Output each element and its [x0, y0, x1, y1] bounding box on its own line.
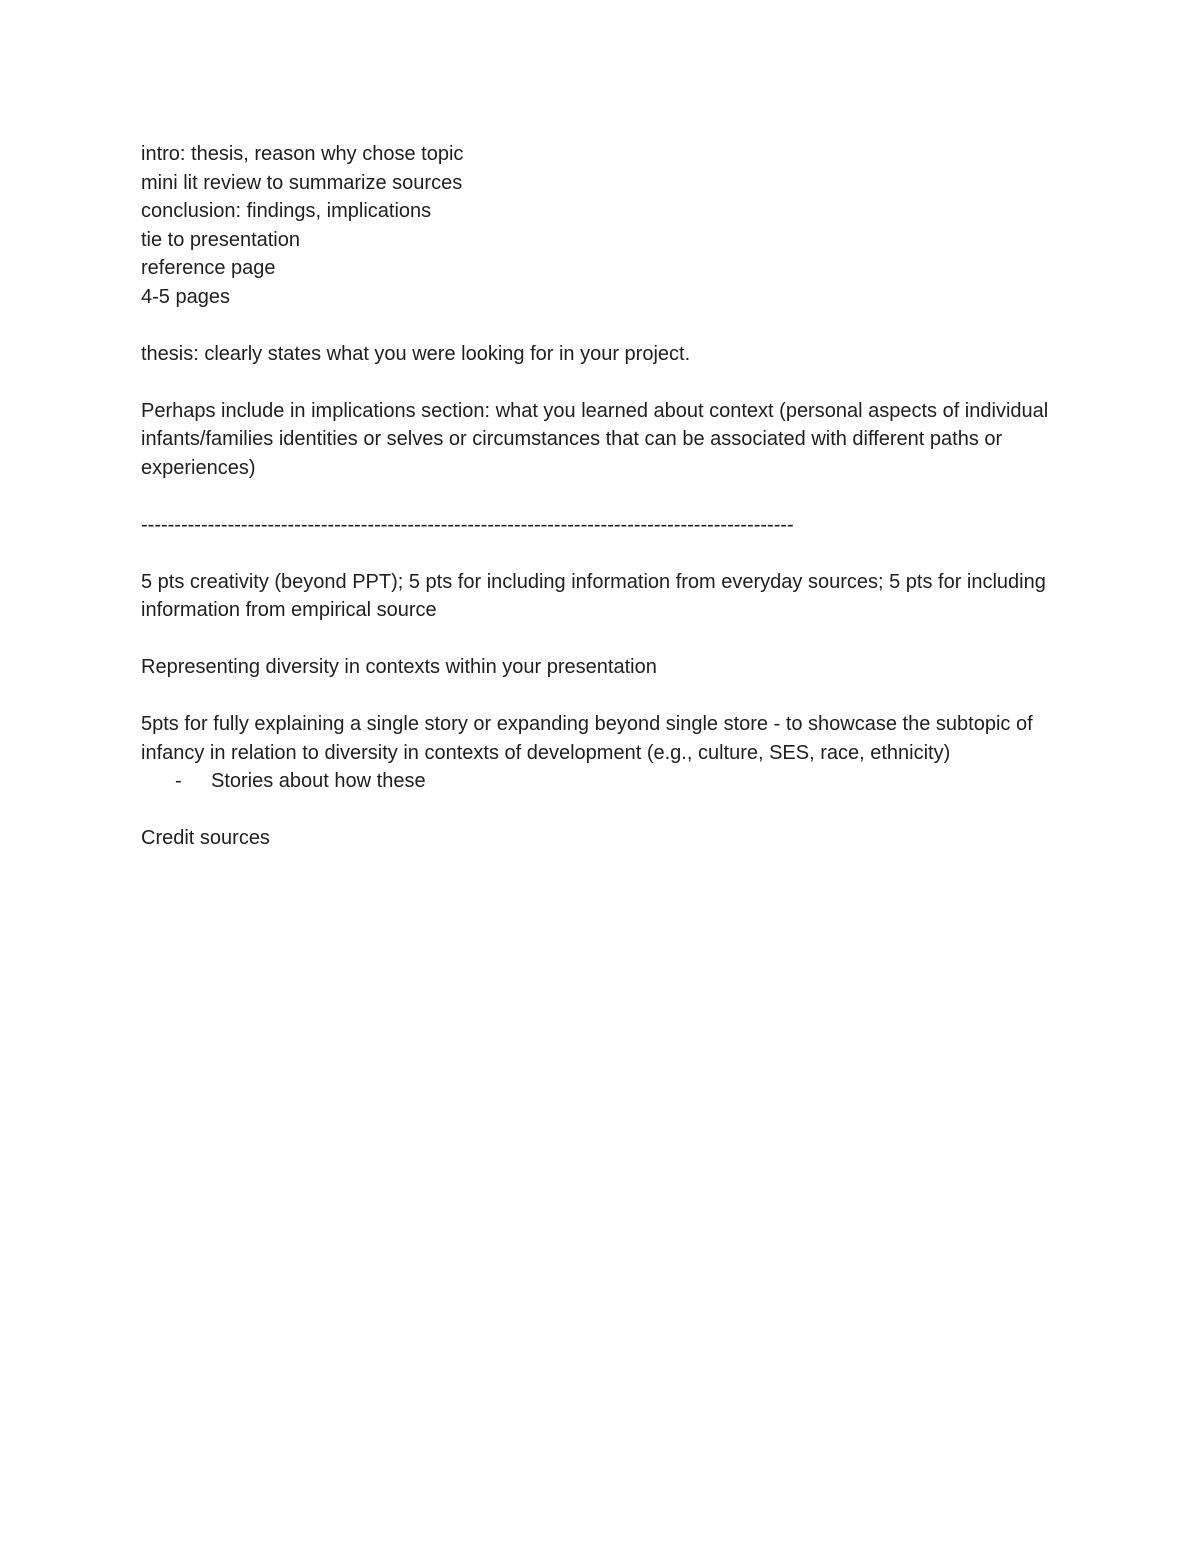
implications-paragraph: Perhaps include in implications section: what you learned about context (personal aspects of individual infants/families identities or selves or circumstances that can be associated with different paths or experiences): [141, 399, 1049, 479]
list-item: [141, 767, 1061, 796]
overview-line-lit-review: mini lit review to summarize sources: [141, 171, 463, 194]
overview-line-length: 4-5 pages: [141, 285, 230, 308]
spacer: [141, 796, 1061, 825]
diversity-paragraph: Representing diversity in contexts within your presentation: [141, 656, 657, 678]
spacer: [141, 682, 1061, 711]
overview-line-intro: intro: thesis, reason why chose topic: [141, 143, 464, 165]
credit-paragraph: Credit sources: [141, 827, 270, 849]
spacer: [141, 311, 1061, 340]
dashed-divider: --------------------------------------------------------------------------------------------------: [141, 513, 794, 536]
spacer: [141, 625, 1061, 654]
overview-line-presentation: tie to presentation: [141, 228, 300, 251]
spacer: [141, 482, 1061, 511]
overview-line-conclusion: conclusion: findings, implications: [141, 200, 432, 222]
points-paragraph: 5 pts creativity (beyond PPT); 5 pts for including information from everyday sources; 5 pts for including information from empirical source: [141, 570, 1046, 621]
overview-line-reference: reference page: [141, 257, 276, 279]
document-body: [141, 140, 1061, 853]
spacer: [141, 368, 1061, 397]
thesis-paragraph: thesis: clearly states what you were looking for in your project.: [141, 342, 691, 365]
bullet-dash: -: [175, 770, 182, 792]
list-item-text: Stories about how these: [211, 770, 426, 792]
spacer: [141, 539, 1061, 568]
story-paragraph: 5pts for fully explaining a single story or expanding beyond single store - to showcase the subtopic of infancy in relation to diversity in contexts of development (e.g., culture, SES, race, ethnicity): [141, 713, 1033, 764]
